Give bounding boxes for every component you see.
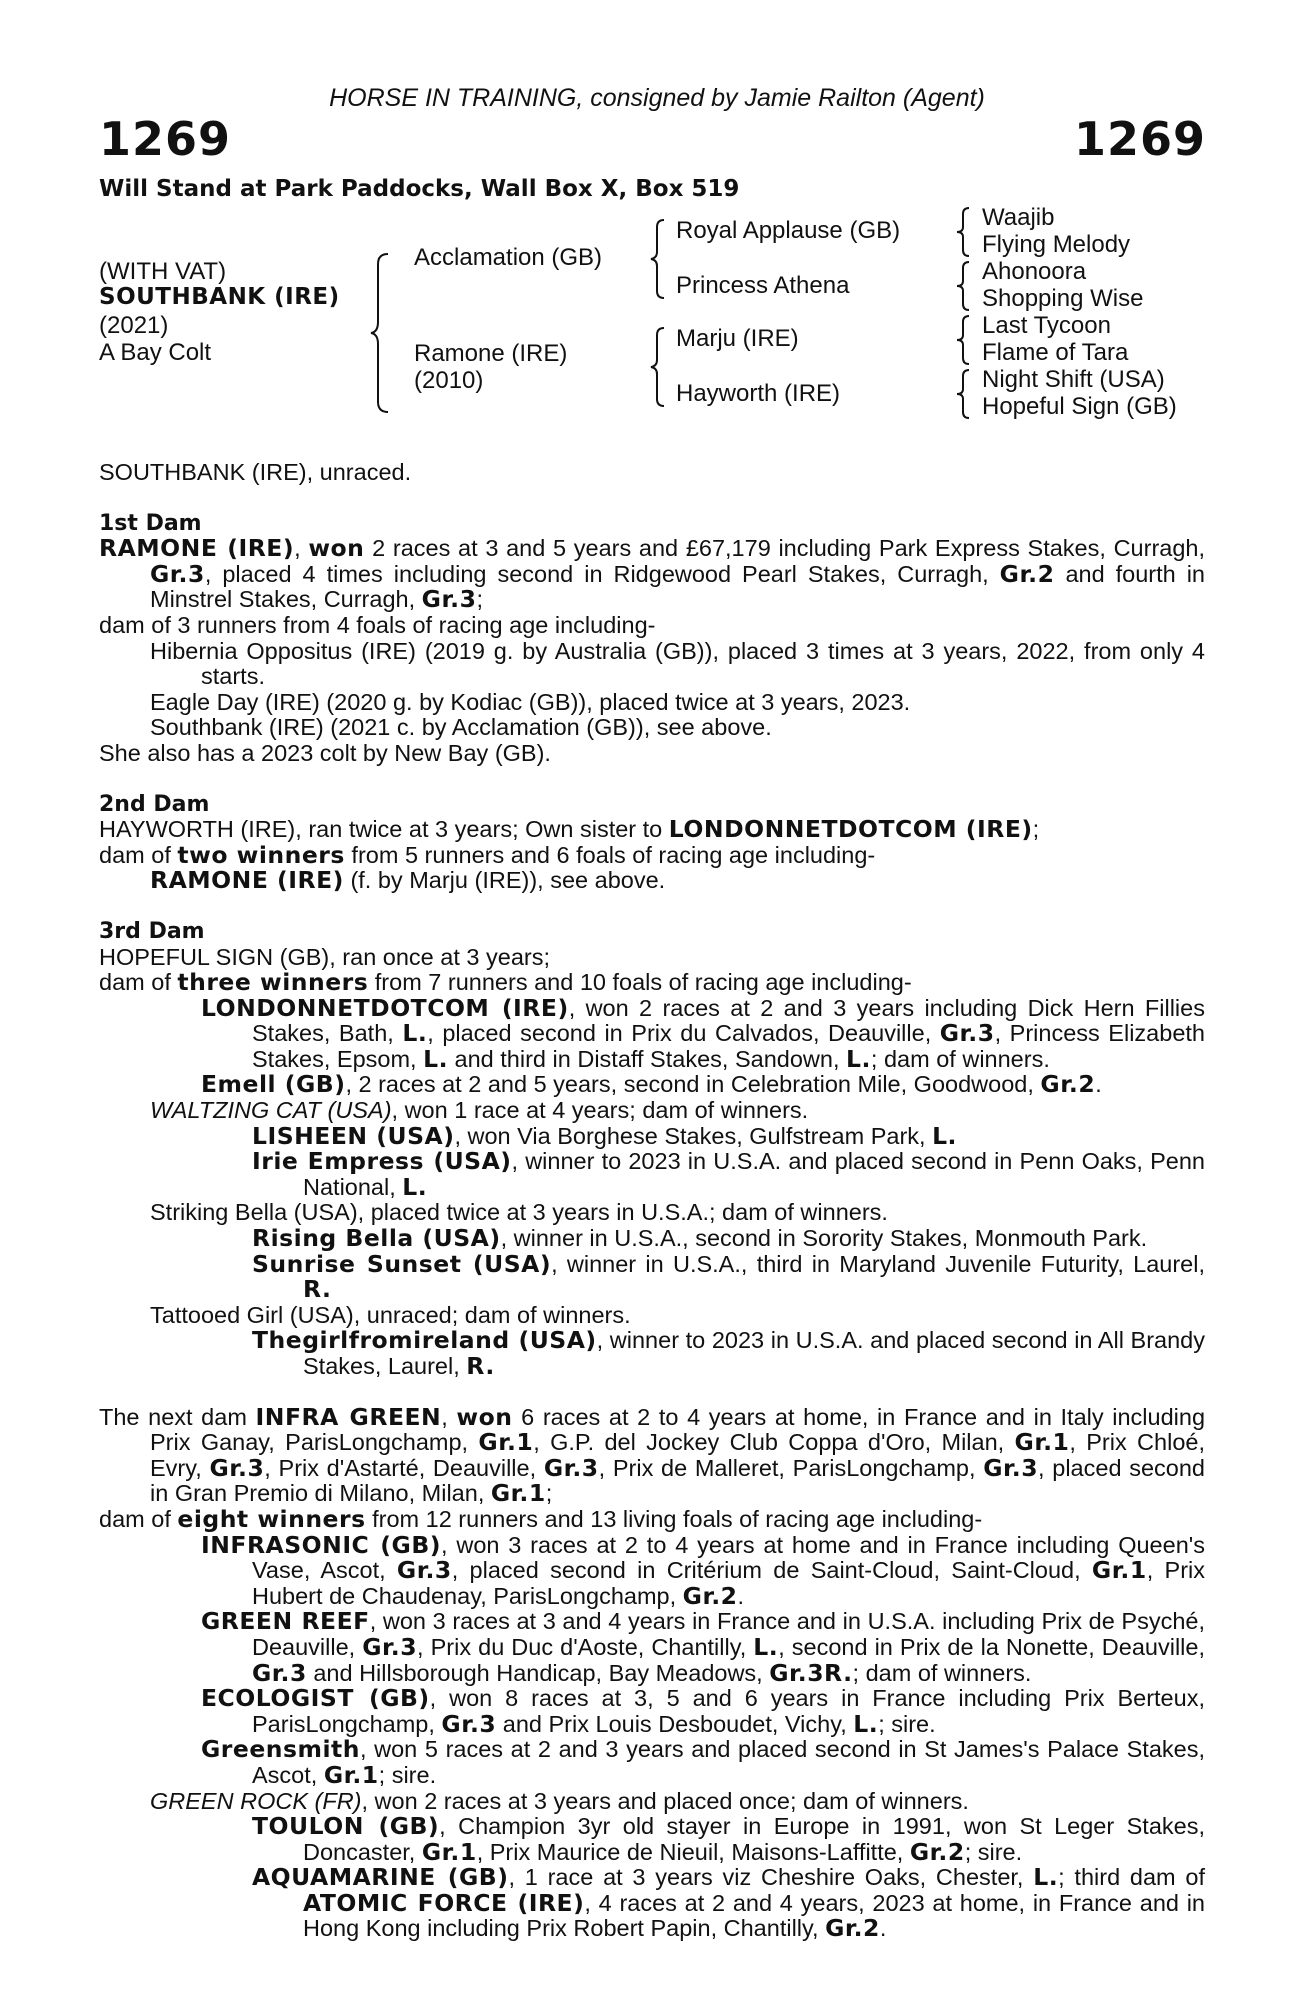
lot-number-right: 1269 — [1073, 112, 1206, 166]
pedigree-brace-sd — [955, 260, 973, 312]
dam-year: (2010) — [414, 367, 484, 394]
third-dam-heading: 3rd Dam — [99, 918, 205, 944]
produce-entry: Striking Bella (USA), placed twice at 3 years in U.S.A.; dam of winners. — [150, 1199, 888, 1226]
dam-dam-dam: Hopeful Sign (GB) — [982, 393, 1177, 420]
stand-location: Will Stand at Park Paddocks, Wall Box X, Box 519 — [99, 176, 740, 202]
dam: Ramone (IRE) — [414, 340, 568, 367]
sire-sire-dam: Flying Melody — [982, 231, 1131, 258]
second-dam-produce-summary: dam of two winners from 5 runners and 6 foals of racing age including- — [99, 840, 876, 869]
lot-number-left: 1269 — [99, 112, 232, 166]
produce-entry: Sunrise Sunset (USA), winner in U.S.A., third in Maryland Juvenile Futurity, Laurel, R. — [252, 1249, 1205, 1304]
dam-sire: Marju (IRE) — [676, 325, 799, 352]
produce-entry: ECOLOGIST (GB), won 8 races at 3, 5 and 6 years in France including Prix Berteux, ParisLongchamp, Gr.3 and Prix Louis Desboudet, Vichy, L.; sire. — [201, 1684, 1205, 1738]
pedigree-brace-ss — [955, 206, 973, 258]
produce-entry: Hibernia Oppositus (IRE) (2019 g. by Australia (GB)), placed 3 times at 3 years, 2022, from only 4 starts. — [150, 637, 1205, 690]
consignor-line: HORSE IN TRAINING, consigned by Jamie Railton (Agent) — [329, 84, 985, 112]
pedigree-brace-dd — [955, 368, 973, 420]
pedigree-brace-sire — [648, 218, 668, 300]
produce-entry: Southbank (IRE) (2021 c. by Acclamation (GB)), see above. — [150, 714, 772, 741]
second-dam-record: HAYWORTH (IRE), ran twice at 3 years; Own sister to LONDONNETDOTCOM (IRE); — [99, 815, 1040, 844]
produce-entry: GREEN REEF, won 3 races at 3 and 4 years in France and in U.S.A. including Prix de Psyché, Deauville, Gr.3, Prix du Duc d'Aoste, Chantilly, L., second in Prix de la Nonette, Deauville, Gr.3 and Hillsborough Handicap, Bay Meadows, Gr.3R.; dam of winners. — [201, 1607, 1206, 1687]
produce-entry: LISHEEN (USA), won Via Borghese Stakes, Gulfstream Park, L. — [252, 1121, 957, 1150]
next-dam-produce-summary: dam of eight winners from 12 runners and 13 living foals of racing age including- — [99, 1504, 983, 1533]
horse-name: SOUTHBANK (IRE) — [99, 284, 340, 310]
produce-entry: AQUAMARINE (GB), 1 race at 3 years viz Cheshire Oaks, Chester, L.; third dam of ATOMIC FORCE (IRE), 4 races at 2 and 4 years, 2023 at home, in France and in Hong Kong including Prix Robert Papin, Chantilly, Gr.2. — [252, 1863, 1206, 1943]
vat-note: (WITH VAT) — [99, 258, 227, 285]
dam-sire-dam: Flame of Tara — [982, 339, 1129, 366]
sire-dam-dam: Shopping Wise — [982, 285, 1144, 312]
produce-entry: Rising Bella (USA), winner in U.S.A., second in Sorority Stakes, Monmouth Park. — [252, 1224, 1148, 1253]
third-dam-record: HOPEFUL SIGN (GB), ran once at 3 years; — [99, 943, 550, 970]
sire: Acclamation (GB) — [414, 244, 603, 271]
horse-description: A Bay Colt — [99, 339, 212, 366]
sire-sire: Royal Applause (GB) — [676, 217, 901, 244]
next-dam-record: The next dam INFRA GREEN, won 6 races at 2 to 4 years at home, in France and in Italy including Prix Ganay, ParisLongchamp, Gr.1, G.P. del Jockey Club Coppa d'Oro, Milan, Gr.1, Prix Chloé, Evry, Gr.3, Prix d'Astarté, Deauville, Gr.3, Prix de Malleret, ParisLongchamp, Gr.3, placed second in Gran Premio di Milano, Milan, Gr.1; — [99, 1402, 1206, 1508]
third-dam-produce-summary: dam of three winners from 7 runners and 10 foals of racing age including- — [99, 968, 912, 997]
second-dam-heading: 2nd Dam — [99, 791, 210, 817]
pedigree-brace-dam — [648, 326, 668, 408]
horse-year: (2021) — [99, 312, 169, 339]
produce-entry: WALTZING CAT (USA), won 1 race at 4 years; dam of winners. — [150, 1097, 809, 1124]
sire-dam-sire: Ahonoora — [982, 258, 1087, 285]
produce-entry: Thegirlfromireland (USA), winner to 2023 in U.S.A. and placed second in All Brandy Stakes, Laurel, R. — [252, 1326, 1205, 1380]
dam-sire-sire: Last Tycoon — [982, 312, 1111, 339]
sire-sire-sire: Waajib — [982, 204, 1055, 231]
first-dam-record: RAMONE (IRE), won 2 races at 3 and 5 years and £67,179 including Park Express Stakes, Curragh, Gr.3, placed 4 times including second in Ridgewood Pearl Stakes, Curragh, Gr.2 and fourth in Minstrel Stakes, Curragh, Gr.3; — [99, 534, 1206, 614]
produce-entry: INFRASONIC (GB), won 3 races at 2 to 4 years at home and in France including Queen's Vase, Ascot, Gr.3, placed second in Critérium de Saint-Cloud, Saint-Cloud, Gr.1, Prix Hubert de Chaudenay, ParisLongchamp, Gr.2. — [201, 1530, 1205, 1610]
dam-dam-sire: Night Shift (USA) — [982, 366, 1165, 393]
first-dam-produce-summary: dam of 3 runners from 4 foals of racing age including- — [99, 611, 656, 638]
catalogue-body — [99, 460, 1205, 1942]
pedigree-brace-main — [368, 252, 392, 414]
produce-entry: Eagle Day (IRE) (2020 g. by Kodiac (GB)), placed twice at 3 years, 2023. — [150, 688, 911, 715]
sire-dam: Princess Athena — [676, 272, 850, 299]
produce-note: She also has a 2023 colt by New Bay (GB). — [99, 739, 551, 766]
pedigree-brace-ds — [955, 314, 973, 366]
first-dam-heading: 1st Dam — [99, 510, 202, 536]
produce-entry: Emell (GB), 2 races at 2 and 5 years, second in Celebration Mile, Goodwood, Gr.2. — [201, 1070, 1102, 1099]
dam-dam: Hayworth (IRE) — [676, 380, 841, 407]
produce-entry: Greensmith, won 5 races at 2 and 3 years and placed second in St James's Palace Stakes, Ascot, Gr.1; sire. — [201, 1735, 1205, 1789]
produce-entry: Tattooed Girl (USA), unraced; dam of winners. — [150, 1301, 631, 1328]
produce-entry: GREEN ROCK (FR), won 2 races at 3 years and placed once; dam of winners. — [150, 1787, 969, 1814]
race-record: SOUTHBANK (IRE), unraced. — [99, 459, 412, 485]
produce-entry: RAMONE (IRE) (f. by Marju (IRE)), see above. — [150, 866, 666, 895]
produce-entry: LONDONNETDOTCOM (IRE), won 2 races at 2 and 3 years including Dick Hern Fillies Stakes, Bath, L., placed second in Prix du Calvados, Deauville, Gr.3, Princess Elizabeth Stakes, Epsom, L. and third in Distaff Stakes, Sandown, L.; dam of winners. — [201, 993, 1205, 1073]
produce-entry: TOULON (GB), Champion 3yr old stayer in Europe in 1991, won St Leger Stakes, Doncaster, Gr.1, Prix Maurice de Nieuil, Maisons-Laffitte, Gr.2; sire. — [252, 1812, 1206, 1866]
produce-entry: Irie Empress (USA), winner to 2023 in U.S.A. and placed second in Penn Oaks, Penn National, L. — [252, 1147, 1205, 1201]
